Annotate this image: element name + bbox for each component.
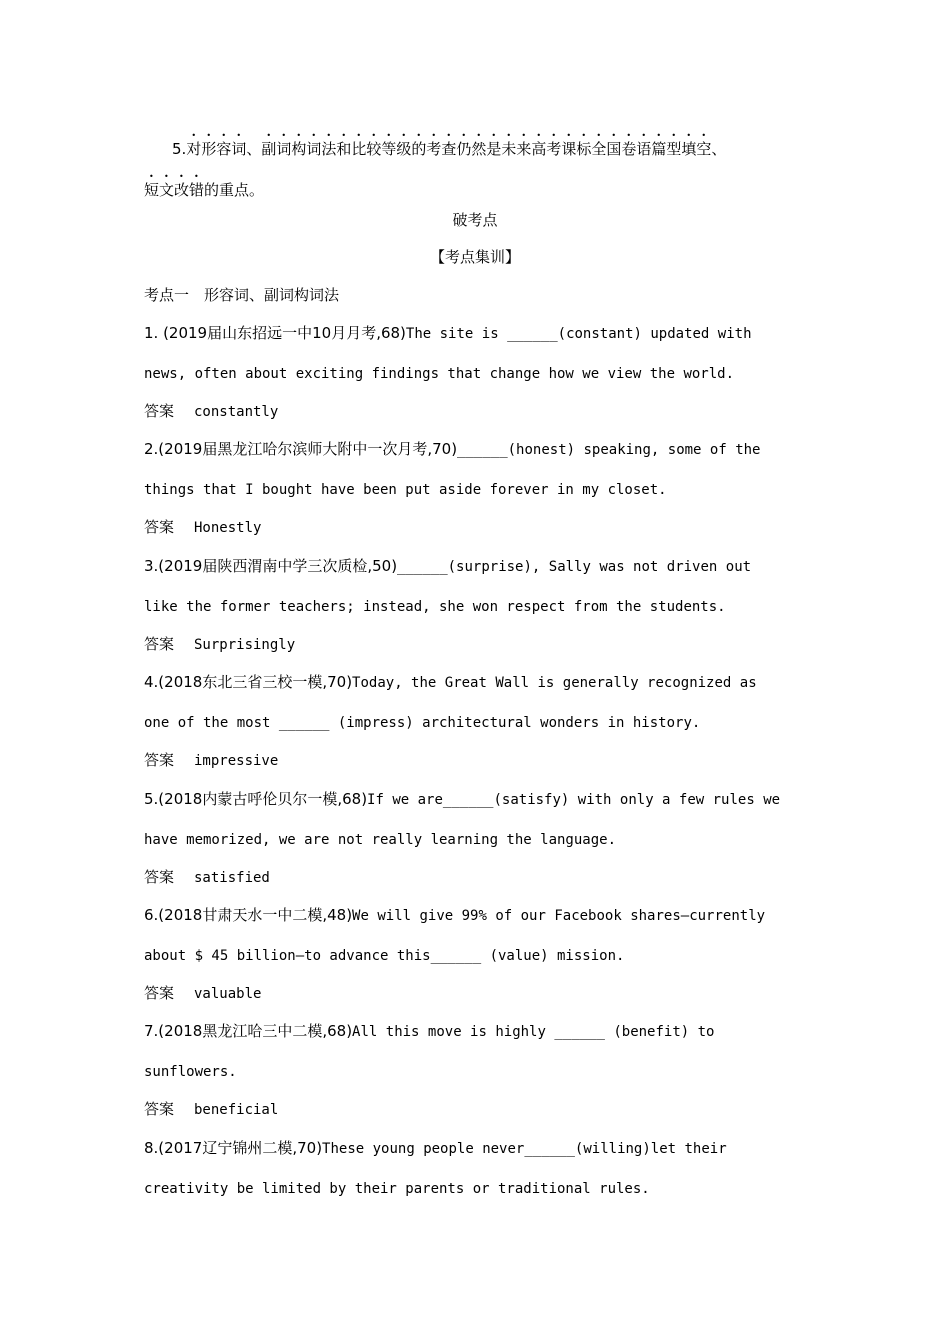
intro-emphasized-text-2: 短文改错: [144, 181, 205, 199]
answer-blank: ______: [457, 442, 508, 459]
question-source: 4.(2018东北三省三校一模,70): [144, 673, 353, 692]
question-text-cont: (constant) updated with: [557, 326, 752, 342]
question-text: These young people never: [322, 1140, 525, 1157]
answer-value: satisfied: [194, 869, 270, 886]
question-text-cont: (honest) speaking, some of the: [507, 442, 761, 459]
question-text-cont: (willing)let their: [574, 1140, 727, 1157]
question-6-line-1: [144, 905, 765, 926]
answer-value: impressive: [194, 753, 279, 770]
question-2-line-2: things that I bought have been put aside forever in my closet.: [144, 482, 667, 499]
question-8-line-2: creativity be limited by their parents or traditional rules.: [144, 1180, 650, 1197]
question-4-line-1: [144, 672, 757, 693]
answer-label: 答案: [144, 634, 175, 653]
question-5-line-2: have memorized, we are not really learning the language.: [144, 831, 617, 848]
answer-label: 答案: [144, 751, 175, 770]
question-text: Today, the Great Wall is generally recognized as: [352, 675, 757, 692]
question-7-line-2: sunflowers.: [144, 1064, 237, 1081]
question-7-line-1: [144, 1021, 714, 1042]
question-text: The site is: [405, 326, 508, 342]
question-1-line-1: [144, 323, 752, 344]
answer-label: 答案: [144, 402, 175, 420]
section-title: 破考点: [452, 211, 498, 229]
answer-blank: ______: [397, 558, 448, 575]
answer-label: 答案: [144, 984, 175, 1002]
answer-value: Surprisingly: [194, 636, 296, 653]
question-6-answer: [144, 983, 261, 1004]
question-source: 8.(2017辽宁锦州二模,70): [144, 1138, 323, 1157]
answer-label: 答案: [144, 867, 175, 886]
question-source: 7.(2018黑龙江哈三中二模,68): [144, 1022, 353, 1041]
question-source: 5.(2018内蒙古呼伦贝尔一模,68): [144, 789, 368, 808]
question-source: 6.(2018甘肃天水一中二模,48): [144, 906, 353, 924]
question-8-line-1: [144, 1138, 727, 1159]
question-5-line-1: [144, 789, 780, 810]
answer-blank: ______: [507, 326, 558, 342]
answer-label: 答案: [144, 1100, 175, 1119]
answer-blank: ______: [442, 791, 494, 808]
question-4-answer: [144, 750, 278, 771]
question-2-answer: [144, 517, 261, 538]
question-source: 2.(2019届黑龙江哈尔滨师大附中一次月考,70): [144, 440, 458, 459]
question-text-cont: (satisfy) with only a few rules we: [493, 791, 781, 808]
question-text: All this move is highly ______ (benefit) to: [352, 1024, 715, 1041]
question-text: We will give 99% of our Facebook shares—currently: [352, 908, 766, 924]
question-6-line-2: about $ 45 billion—to advance this______ (value) mission.: [144, 948, 625, 964]
intro-line-2: [144, 172, 264, 200]
intro-number: 5.: [172, 140, 187, 158]
intro-line-1: [172, 131, 726, 159]
question-text: If we are: [367, 791, 443, 808]
answer-value: Honestly: [194, 520, 262, 537]
question-7-answer: [144, 1099, 278, 1120]
question-3-line-2: like the former teachers; instead, she won respect from the students.: [144, 598, 726, 615]
question-4-line-2: one of the most ______ (impress) architectural wonders in history.: [144, 715, 701, 732]
question-5-answer: [144, 867, 270, 888]
question-2-line-1: [144, 439, 761, 460]
question-1-line-2: news, often about exciting findings that change how we view the world.: [144, 366, 735, 382]
question-1-answer: [144, 401, 278, 422]
intro-emphasized-text: 对形容词、副词构词法和比较等级的考查仍然是未来高考课标全国卷语篇型填空、: [186, 140, 727, 158]
answer-value: constantly: [194, 404, 279, 420]
topic-heading: 考点一 形容词、副词构词法: [144, 286, 340, 304]
intro-tail-text: 的重点。: [204, 181, 265, 199]
answer-label: 答案: [144, 518, 175, 537]
question-3-answer: [144, 634, 295, 655]
question-source: 3.(2019届陕西渭南中学三次质检,50): [144, 556, 398, 575]
answer-value: beneficial: [194, 1102, 279, 1119]
subsection-title: 【考点集训】: [429, 248, 520, 266]
answer-value: valuable: [194, 986, 262, 1002]
question-3-line-1: [144, 556, 751, 577]
question-text-cont: (surprise), Sally was not driven out: [447, 558, 752, 575]
answer-blank: ______: [524, 1140, 575, 1157]
question-source: 1. (2019届山东招远一中10月月考,68): [144, 324, 406, 342]
